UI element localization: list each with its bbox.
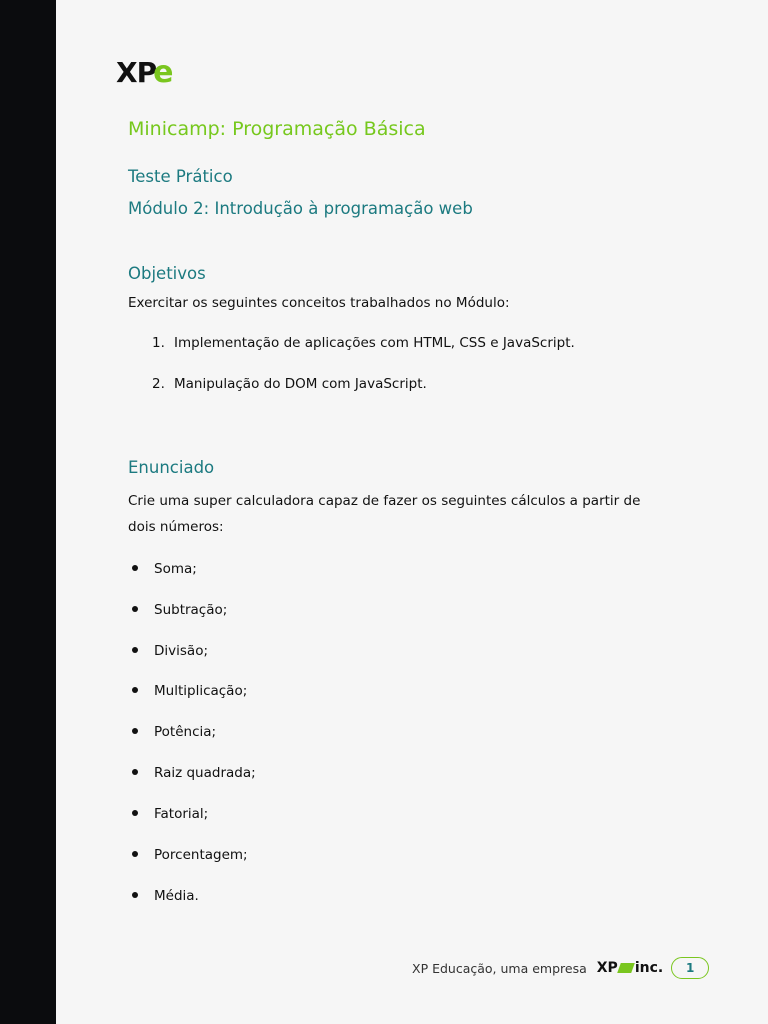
objetivos-intro: Exercitar os seguintes conceitos trabalhados no Módulo:: [128, 295, 510, 311]
bullet-icon: [132, 810, 138, 816]
test-type: Teste Prático: [128, 167, 233, 186]
logo-e-text: e: [153, 54, 174, 90]
list-number: 1.: [152, 335, 165, 351]
enunciado-heading: Enunciado: [128, 458, 215, 477]
page-footer: [412, 957, 709, 979]
list-item: [132, 724, 216, 740]
footer-text: XP Educação, uma empresa: [412, 960, 587, 976]
list-item: [132, 643, 208, 659]
bullet-icon: [132, 606, 138, 612]
list-item: [132, 888, 199, 904]
list-item: [152, 335, 575, 351]
bullet-icon: [132, 728, 138, 734]
list-text: Porcentagem;: [154, 847, 248, 863]
list-text: Multiplicação;: [154, 683, 248, 699]
footer-brand-xp: XP: [596, 960, 618, 976]
objetivos-heading: Objetivos: [128, 264, 206, 283]
list-item: [132, 602, 227, 618]
list-text: Raiz quadrada;: [154, 765, 256, 781]
bullet-icon: [132, 647, 138, 653]
bullet-icon: [132, 892, 138, 898]
bullet-icon: [132, 769, 138, 775]
brand-bar-icon: [617, 963, 635, 973]
bullet-icon: [132, 565, 138, 571]
list-item: [132, 765, 256, 781]
logo-xp-text: XP: [116, 55, 157, 89]
footer-brand-inc: inc.: [634, 960, 664, 976]
enunciado-line-1: Crie uma super calculadora capaz de fazer os seguintes cálculos a partir de: [128, 493, 641, 509]
list-text: Fatorial;: [154, 806, 209, 822]
page-number: 1: [671, 957, 709, 979]
list-text: Divisão;: [154, 643, 208, 659]
bullet-icon: [132, 851, 138, 857]
list-text: Média.: [154, 888, 199, 904]
list-item: [132, 806, 208, 822]
list-item: [132, 561, 197, 577]
module-title: Módulo 2: Introdução à programação web: [128, 199, 473, 218]
list-text: Implementação de aplicações com HTML, CSS e JavaScript.: [174, 335, 575, 351]
left-dark-band: [0, 0, 56, 1024]
list-text: Manipulação do DOM com JavaScript.: [174, 376, 427, 392]
page-title: Minicamp: Programação Básica: [128, 118, 426, 140]
xpe-logo: [116, 56, 173, 88]
list-item: [152, 376, 427, 392]
list-text: Soma;: [154, 561, 197, 577]
list-item: [132, 683, 247, 699]
document-page: [56, 0, 768, 1024]
list-item: [132, 847, 248, 863]
bullet-icon: [132, 687, 138, 693]
list-text: Subtração;: [154, 602, 228, 618]
enunciado-line-2: dois números:: [128, 519, 224, 535]
list-text: Potência;: [154, 724, 217, 740]
xp-inc-logo: [597, 960, 663, 976]
list-number: 2.: [152, 376, 165, 392]
